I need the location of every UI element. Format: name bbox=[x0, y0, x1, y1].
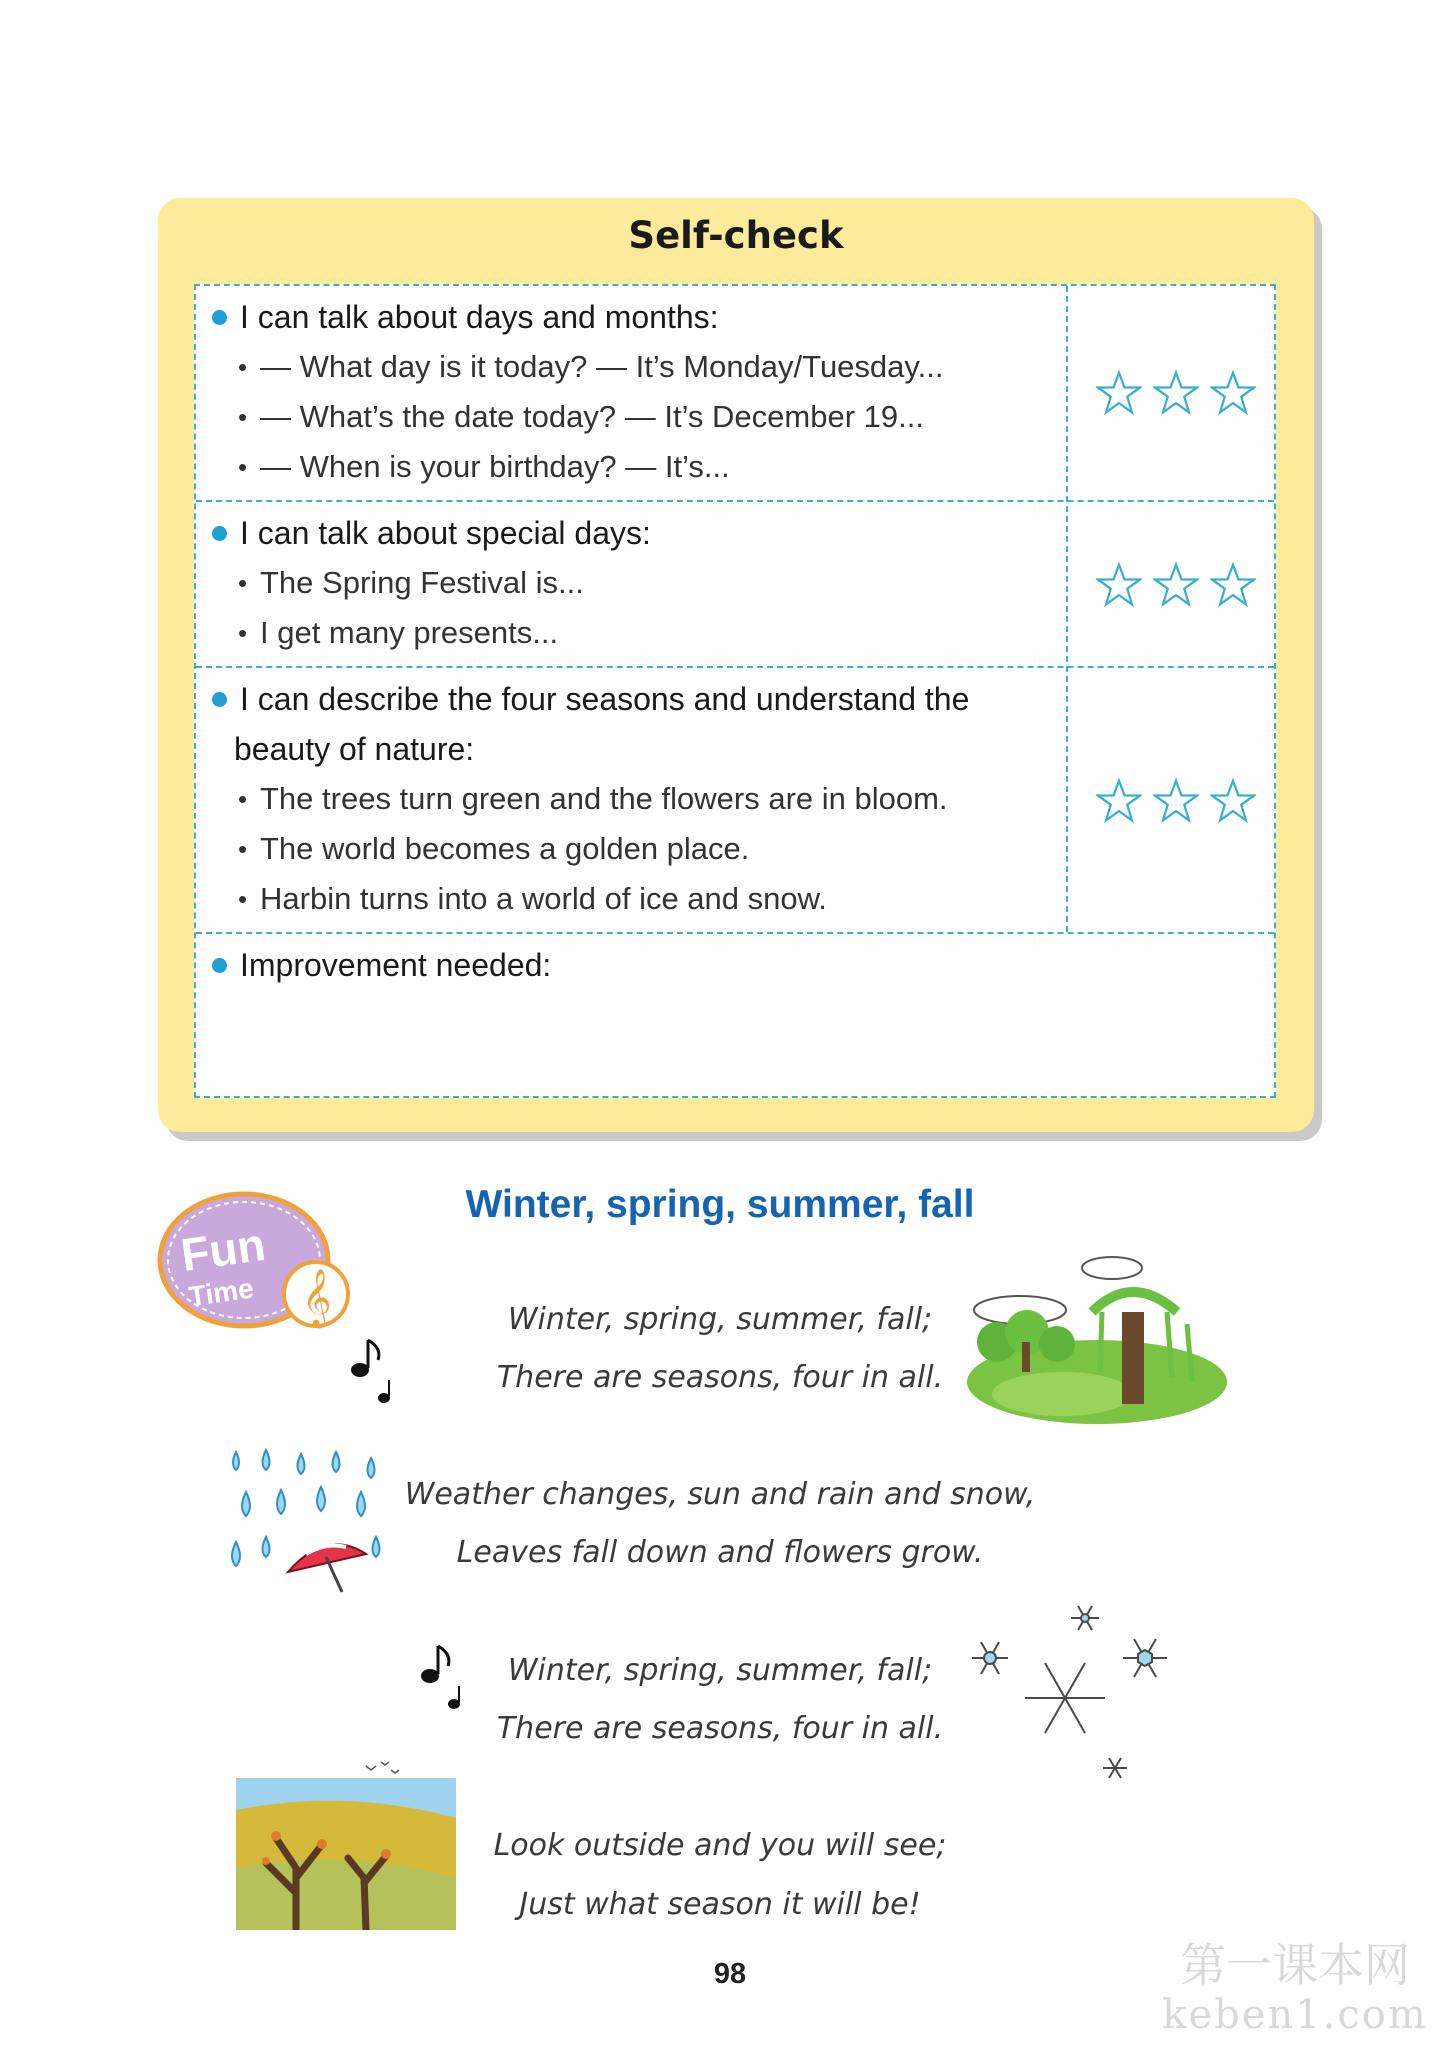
star-icon[interactable] bbox=[1210, 370, 1256, 416]
star-icon[interactable] bbox=[1153, 778, 1199, 824]
section-special-days: I can talk about special days: • The Spring Festival is... • I get many presents... bbox=[212, 508, 651, 658]
list-item: I get many presents... bbox=[260, 615, 559, 650]
star-rating[interactable] bbox=[1096, 778, 1256, 824]
self-check-title: Self-check bbox=[628, 214, 844, 257]
lyric-line: There are seasons, four in all. bbox=[496, 1711, 944, 1746]
list-item: The world becomes a golden place. bbox=[260, 831, 750, 866]
badge-fun: Fun bbox=[177, 1217, 269, 1282]
lyric-line: Winter, spring, summer, fall; bbox=[507, 1302, 933, 1337]
bullet-dot bbox=[212, 526, 227, 541]
list-item: — When is your birthday? — It’s... bbox=[260, 449, 730, 484]
bullet-dot bbox=[212, 958, 227, 973]
lyric-line: Weather changes, sun and rain and snow, bbox=[404, 1477, 1036, 1512]
snowflakes-illustration bbox=[955, 1598, 1195, 1788]
lyric-line: Winter, spring, summer, fall; bbox=[507, 1653, 933, 1688]
list-item: — What day is it today? — It’s Monday/Tuesday... bbox=[260, 349, 944, 384]
lyric-line: Just what season it will be! bbox=[519, 1887, 921, 1922]
music-note-icon bbox=[418, 1642, 468, 1712]
page-number: 98 bbox=[713, 1958, 747, 1990]
row-divider bbox=[196, 932, 1274, 934]
row-divider bbox=[196, 500, 1274, 502]
watermark-line1: 第一课本网 bbox=[1180, 1938, 1410, 1992]
list-item: — What’s the date today? — It’s December 19... bbox=[260, 399, 924, 434]
row-divider bbox=[196, 666, 1274, 668]
star-icon[interactable] bbox=[1096, 778, 1142, 824]
music-note-icon bbox=[348, 1336, 398, 1406]
list-item: The trees turn green and the flowers are in bloom. bbox=[260, 781, 948, 816]
star-icon[interactable] bbox=[1210, 562, 1256, 608]
song-title: Winter, spring, summer, fall bbox=[465, 1183, 975, 1226]
list-item: Harbin turns into a world of ice and snow. bbox=[260, 881, 827, 916]
star-rating[interactable] bbox=[1096, 370, 1256, 416]
section-four-seasons: I can describe the four seasons and understand the beauty of nature: • The trees turn green and the flowers are in bloom. • The world becomes a golden place. • Harbin turns into a world of ice and snow. bbox=[212, 674, 969, 924]
improvement-label: Improvement needed: bbox=[240, 947, 552, 983]
list-item: The Spring Festival is... bbox=[260, 565, 584, 600]
improvement-section[interactable] bbox=[212, 940, 551, 990]
star-icon[interactable] bbox=[1153, 562, 1199, 608]
treble-clef-icon: 𝄞 bbox=[302, 1268, 332, 1326]
autumn-illustration bbox=[236, 1758, 456, 1930]
star-icon[interactable] bbox=[1096, 370, 1142, 416]
star-icon[interactable] bbox=[1153, 370, 1199, 416]
watermark bbox=[1140, 1940, 1450, 2040]
section-heading: I can describe the four seasons and understand the bbox=[240, 681, 970, 717]
lyric-line: Leaves fall down and flowers grow. bbox=[456, 1535, 984, 1570]
self-check-table bbox=[194, 284, 1276, 1098]
rain-umbrella-illustration bbox=[226, 1442, 398, 1602]
star-icon[interactable] bbox=[1096, 562, 1142, 608]
star-rating[interactable] bbox=[1096, 562, 1256, 608]
section-heading-continued: beauty of nature: bbox=[234, 731, 475, 767]
bullet-dot bbox=[212, 692, 227, 707]
watermark-line2: keben1.com bbox=[1162, 1992, 1428, 2038]
lyric-line: There are seasons, four in all. bbox=[496, 1360, 944, 1395]
section-heading: I can talk about special days: bbox=[240, 515, 651, 551]
section-days-months: I can talk about days and months: • — What day is it today? — It’s Monday/Tuesday... • — What’s the date today? — It’s December 19... • — When is your birthday? — It’s... bbox=[212, 292, 943, 492]
bullet-dot bbox=[212, 310, 227, 325]
badge-time: Time bbox=[186, 1272, 256, 1313]
lyric-line: Look outside and you will see; bbox=[493, 1828, 947, 1863]
self-check-panel bbox=[158, 198, 1314, 1132]
spring-trees-illustration bbox=[962, 1252, 1232, 1432]
section-heading: I can talk about days and months: bbox=[240, 299, 719, 335]
star-icon[interactable] bbox=[1210, 778, 1256, 824]
column-divider bbox=[1066, 286, 1068, 932]
